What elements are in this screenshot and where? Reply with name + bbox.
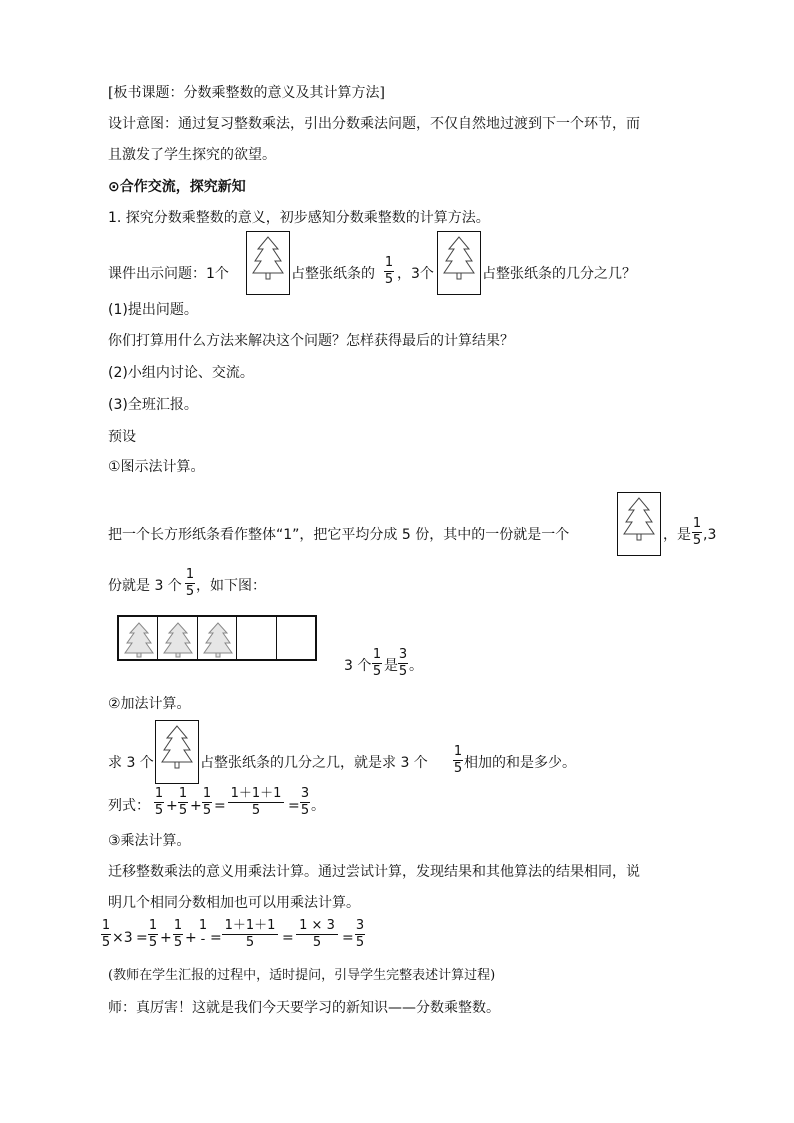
preset-label: 预设 bbox=[108, 429, 136, 445]
equals-sign: = bbox=[136, 930, 148, 946]
denominator: 5 bbox=[372, 664, 382, 679]
denominator: 5 bbox=[101, 935, 111, 950]
para2-part-b: ，如下图： bbox=[196, 578, 266, 594]
strip-part-shaded bbox=[158, 617, 197, 659]
denominator: 5 bbox=[453, 761, 463, 776]
fraction-one-fifth bbox=[692, 517, 702, 548]
para1-part-a: 把一个长方形纸条看作整体“1”，把它平均分成 5 份，其中的一份就是一个 bbox=[108, 527, 570, 543]
numerator: 1 bbox=[148, 918, 158, 933]
equals-sign: = bbox=[342, 930, 354, 946]
fraction-one-fifth bbox=[453, 745, 463, 776]
fraction-one-fifth bbox=[384, 256, 394, 287]
strip-result-c: 。 bbox=[409, 658, 423, 674]
mult-line2: 明几个相同分数相加也可以用乘法计算。 bbox=[108, 895, 360, 911]
fraction-one-fifth bbox=[154, 787, 164, 818]
fraction-one-fifth bbox=[372, 648, 382, 679]
equals-sign: = bbox=[210, 930, 222, 946]
equals-sign: = bbox=[214, 798, 226, 814]
question-part-d: 占整张纸条的几分之几？ bbox=[482, 266, 636, 282]
numerator: 1 bbox=[178, 786, 188, 801]
numerator: 1 bbox=[453, 744, 463, 759]
para1-part-c: ,3 bbox=[703, 527, 717, 543]
equation-label: 列式： bbox=[108, 798, 150, 814]
fraction-sum-over-five bbox=[222, 919, 278, 950]
equals-sign: = bbox=[282, 930, 294, 946]
plus-sign: + bbox=[166, 798, 178, 814]
numerator: 1 bbox=[384, 255, 394, 270]
numerator: 1 bbox=[692, 516, 702, 531]
fraction-one-fifth bbox=[148, 919, 158, 950]
denominator: 5 bbox=[384, 272, 394, 287]
mult-line1: 迁移整数乘法的意义用乘法计算。通过尝试计算，发现结果和其他算法的结果相同，说 bbox=[108, 864, 640, 880]
method-3: ③乘法计算。 bbox=[108, 833, 191, 849]
numerator: 1 bbox=[372, 647, 382, 662]
fraction-one-fifth bbox=[101, 919, 111, 950]
numerator: 1＋1＋1 bbox=[230, 786, 282, 801]
section-heading: ⊙合作交流，探究新知 bbox=[108, 179, 246, 195]
denominator: 5 bbox=[251, 803, 261, 818]
strip-result-b: 是 bbox=[384, 658, 398, 674]
strip-result-a: 3 个 bbox=[344, 658, 372, 674]
teacher-remark: 师：真厉害！这就是我们今天要学习的新知识——分数乘整数。 bbox=[108, 1000, 500, 1016]
denominator: 5 bbox=[185, 584, 195, 599]
numerator: 1 bbox=[198, 918, 208, 933]
para1-part-b: ，是 bbox=[663, 527, 691, 543]
denominator: 5 bbox=[692, 533, 702, 548]
tree-icon bbox=[617, 492, 661, 560]
denominator: 5 bbox=[312, 935, 322, 950]
fraction-product-over-five bbox=[296, 919, 338, 950]
strip-part-empty bbox=[277, 617, 315, 659]
plus-sign: + bbox=[185, 930, 197, 946]
numerator: 1 bbox=[154, 786, 164, 801]
strip-part-shaded bbox=[198, 617, 237, 659]
denominator: 5 bbox=[148, 935, 158, 950]
numerator: 3 bbox=[300, 786, 310, 801]
times-three: ×3 bbox=[112, 930, 133, 946]
denominator: 5 bbox=[355, 935, 365, 950]
numerator: 3 bbox=[355, 918, 365, 933]
period: 。 bbox=[311, 798, 325, 814]
fraction-three-fifths bbox=[398, 648, 408, 679]
strip-part-shaded bbox=[119, 617, 158, 659]
denominator: 5 bbox=[300, 803, 310, 818]
question-part-a: 课件出示问题：1个 bbox=[108, 266, 229, 282]
step-1: (1)提出问题。 bbox=[108, 302, 198, 318]
fraction-three-fifths bbox=[355, 919, 365, 950]
equals-sign: = bbox=[288, 798, 300, 814]
fraction-one-dash bbox=[198, 919, 208, 947]
numerator: 1 bbox=[202, 786, 212, 801]
denominator: 5 bbox=[202, 803, 212, 818]
question-part-b: 占整张纸条的 bbox=[291, 266, 375, 282]
board-title: [板书课题：分数乘整数的意义及其计算方法] bbox=[108, 85, 385, 101]
fraction-one-fifth bbox=[202, 787, 212, 818]
method-2: ②加法计算。 bbox=[108, 696, 191, 712]
tree-icon bbox=[246, 231, 290, 299]
denominator: - bbox=[200, 932, 206, 947]
addition-part-a: 求 3 个 bbox=[108, 755, 154, 771]
numerator: 1 bbox=[101, 918, 111, 933]
denominator: 5 bbox=[178, 803, 188, 818]
addition-part-b: 占整张纸条的几分之几，就是求 3 个 bbox=[200, 755, 428, 771]
para2-part-a: 份就是 3 个 bbox=[108, 578, 182, 594]
strip-part-empty bbox=[237, 617, 276, 659]
denominator: 5 bbox=[154, 803, 164, 818]
denominator: 5 bbox=[173, 935, 183, 950]
ask-line: 你们打算用什么方法来解决这个问题？怎样获得最后的计算结果？ bbox=[108, 333, 514, 349]
fraction-sum-over-five bbox=[228, 787, 284, 818]
item-1: 1. 探究分数乘整数的意义，初步感知分数乘整数的计算方法。 bbox=[108, 210, 490, 226]
step-2: (2)小组内讨论、交流。 bbox=[108, 365, 254, 381]
denominator: 5 bbox=[398, 664, 408, 679]
fraction-one-fifth bbox=[185, 568, 195, 599]
tree-icon bbox=[437, 231, 481, 299]
teacher-note: (教师在学生汇报的过程中，适时提问，引导学生完整表述计算过程) bbox=[108, 968, 496, 983]
plus-sign: + bbox=[160, 930, 172, 946]
method-1: ①图示法计算。 bbox=[108, 459, 205, 475]
question-part-c: ，3个 bbox=[397, 266, 434, 282]
numerator: 3 bbox=[398, 647, 408, 662]
step-3: (3)全班汇报。 bbox=[108, 397, 198, 413]
numerator: 1 bbox=[185, 567, 195, 582]
plus-sign: + bbox=[190, 798, 202, 814]
numerator: 1 × 3 bbox=[299, 918, 335, 933]
tree-icon bbox=[155, 720, 199, 788]
paper-strip-diagram bbox=[117, 615, 317, 661]
numerator: 1＋1＋1 bbox=[224, 918, 276, 933]
fraction-one-fifth bbox=[173, 919, 183, 950]
addition-part-c: 相加的和是多少。 bbox=[464, 755, 576, 771]
fraction-one-fifth bbox=[178, 787, 188, 818]
numerator: 1 bbox=[173, 918, 183, 933]
design-intent-line2: 且激发了学生探究的欲望。 bbox=[108, 147, 276, 163]
design-intent-line1: 设计意图：通过复习整数乘法，引出分数乘法问题，不仅自然地过渡到下一个环节，而 bbox=[108, 116, 640, 132]
fraction-three-fifths bbox=[300, 787, 310, 818]
denominator: 5 bbox=[245, 935, 255, 950]
